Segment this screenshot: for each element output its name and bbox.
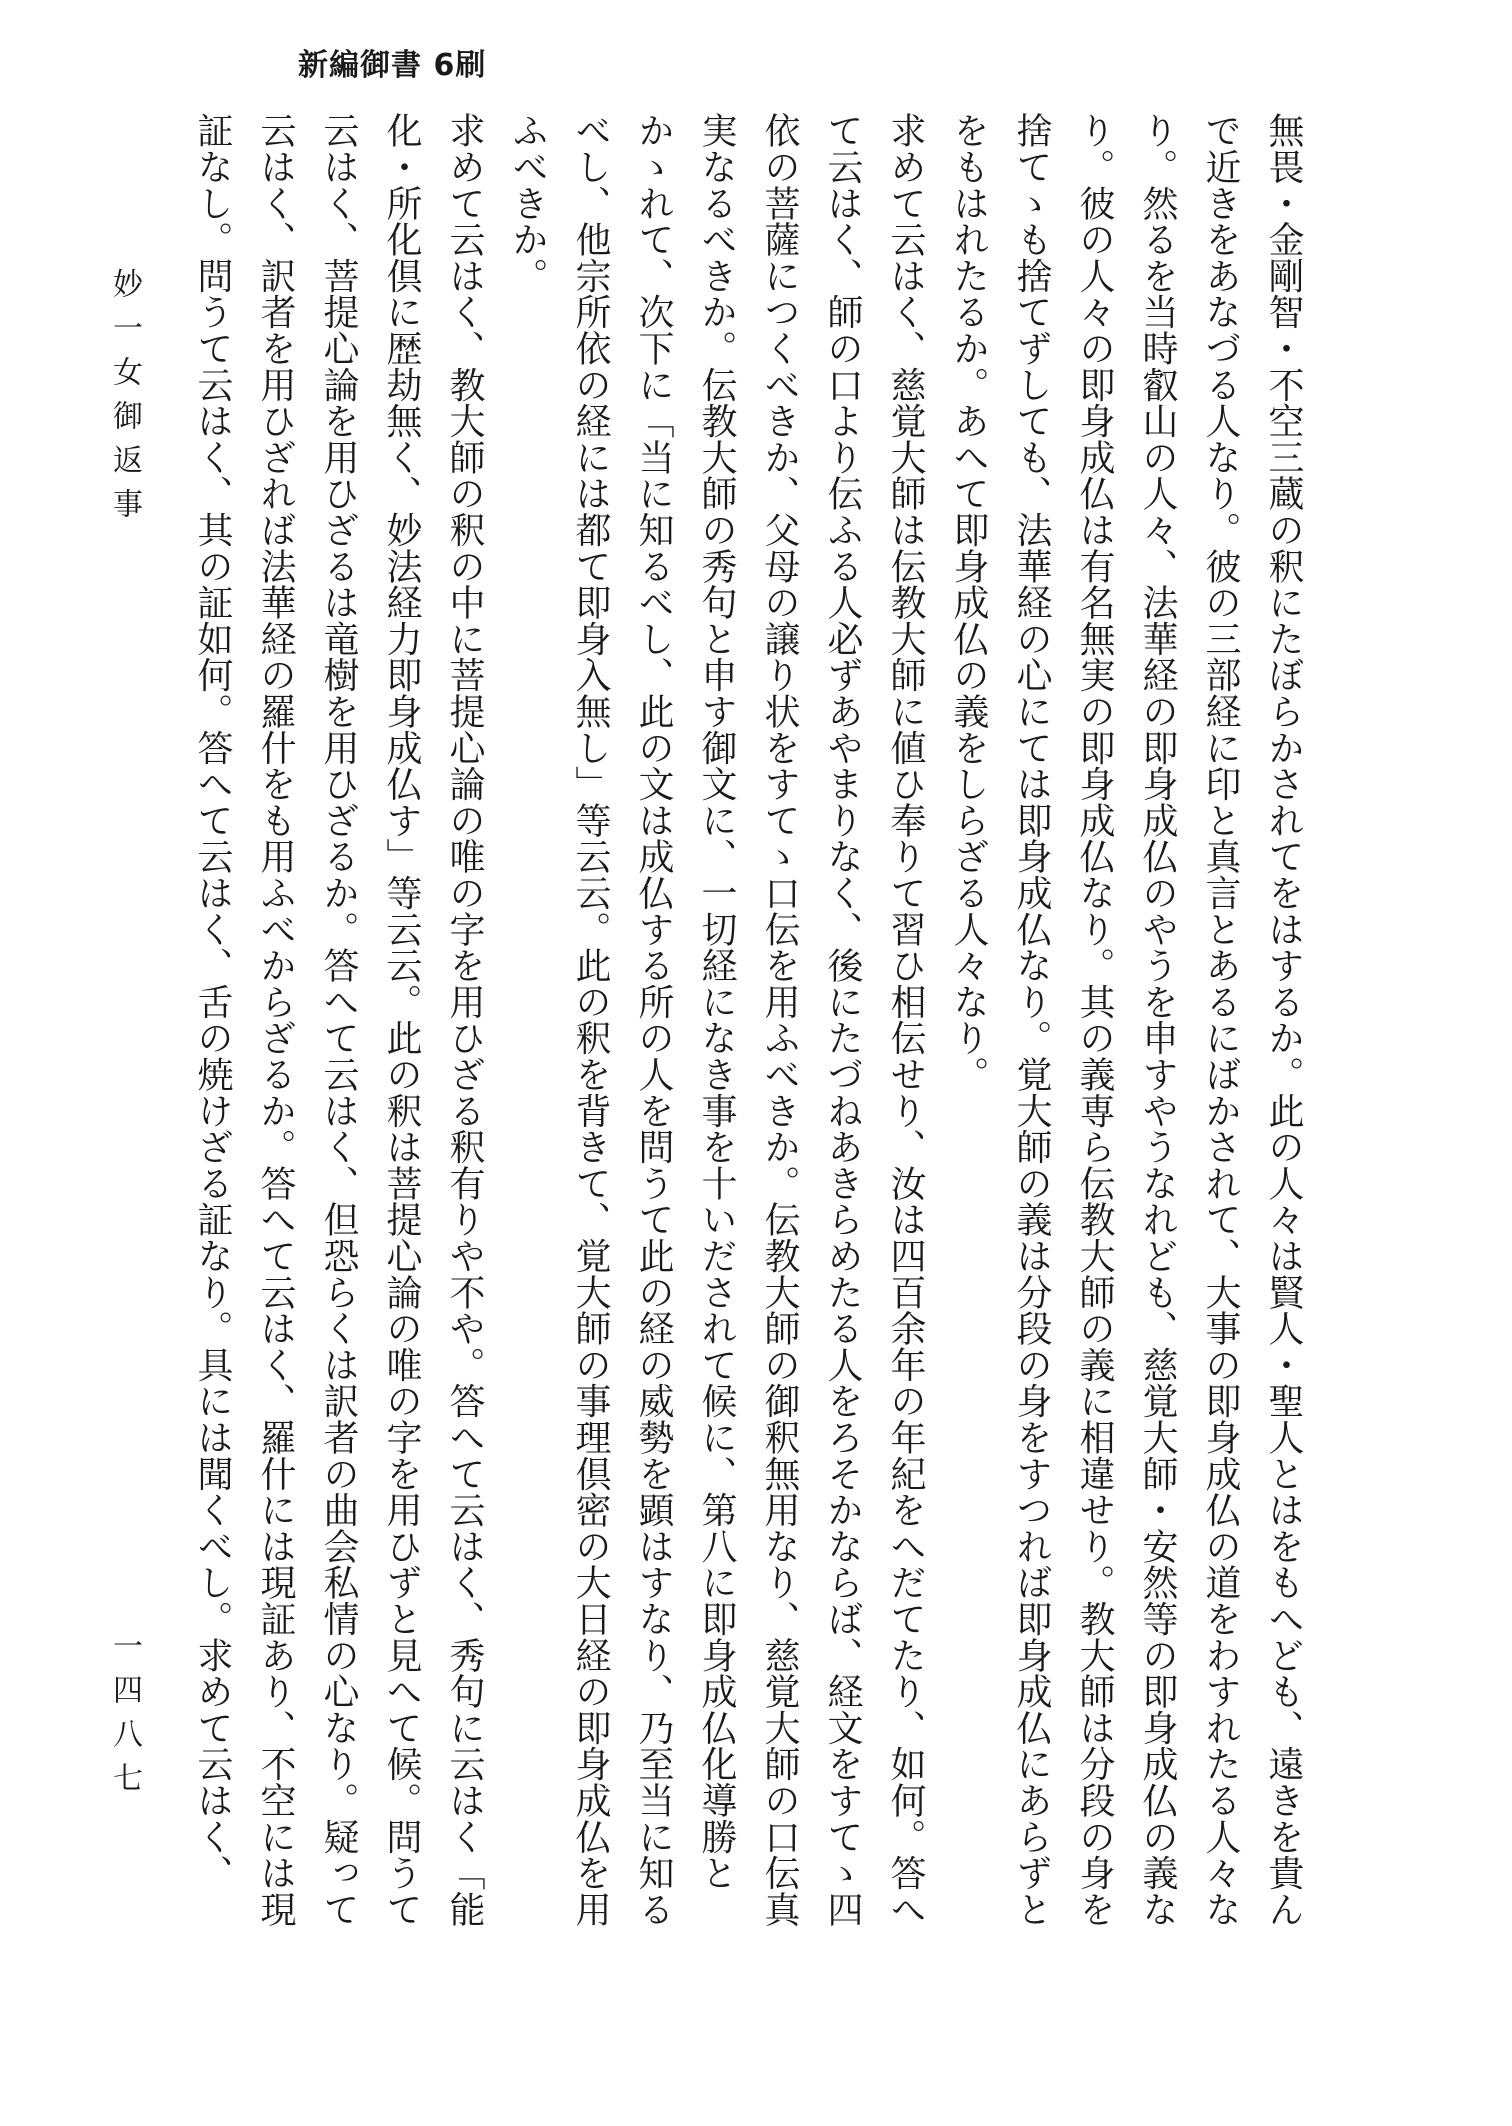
paragraph-1: 無畏・金剛智・不空三蔵の釈にたぼらかされてをはするか。此の人々は賢人・聖人とはをもへども、遠きを貴んで近きをあなづる人なり。彼の三部経に印と真言とあるにばかされて、大事の即身成仏の道をわすれたる人々なり。然るを当時叡山の人々、法華経の即身成仏のやうを申すやうなれども、慈覚大師・安然等の即身成仏の義なり。彼の人々の即身成仏は有名無実の即身成仏なり。其の義専ら伝教大師の義に相違せり。教大師は分段の身を捨てゝも捨てずしても、法華経の心にては即身成仏なり。覚大師の義は分段の身をすつれば即身成仏にあらずとをもはれたるか。あへて即身成仏の義をしらざる人々なり。 (948, 112, 1304, 1927)
page-header-title: 新編御書 6刷 (298, 48, 487, 83)
paragraph-3: 求めて云はく、教大師の釈の中に菩提心論の唯の字を用ひざる釈有りや不や。答へて云はく、秀句に云はく「能化・所化倶に歴劫無く、妙法経力即身成仏す」等云云。此の釈は菩提心論の唯の字を用ひずと見へて候。問うて云はく、菩提心論を用ひざるは竜樹を用ひざるか。答へて云はく、但恐らくは訳者の曲会私情の心なり。疑って云はく、訳者を用ひざれば法華経の羅什をも用ふべからざるか。答へて云はく、羅什には現証あり、不空には現証なし。問うて云はく、其の証如何。答へて云はく、舌の焼けざる証なり。具には聞くべし。求めて云はく、 (192, 112, 485, 1927)
paragraph-2: 求めて云はく、慈覚大師は伝教大師に値ひ奉りて習ひ相伝せり、汝は四百余年の年紀をへだてたり、如何。答へて云はく、師の口より伝ふる人必ずあやまりなく、後にたづねあきらめたる人をろそかならば、経文をすてゝ四依の菩薩につくべきか、父母の譲り状をすてゝ口伝を用ふべきか。伝教大師の御釈無用なり、慈覚大師の口伝真実なるべきか。伝教大師の秀句と申す御文に、一切経になき事を十いだされて候に、第八に即身成仏化導勝とかゝれて、次下に「当に知るべし、此の文は成仏する所の人を問うて此の経の威勢を顕はすなり、乃至当に知るべし、他宗所依の経には都て即身入無し」等云云。此の釈を背きて、覚大師の事理倶密の大日経の即身成仏を用ふべきか。 (507, 112, 926, 1927)
running-title: 妙一女御返事 (107, 268, 142, 532)
main-text-block (180, 112, 1315, 1932)
page-number: 一四八七 (107, 1630, 142, 1806)
